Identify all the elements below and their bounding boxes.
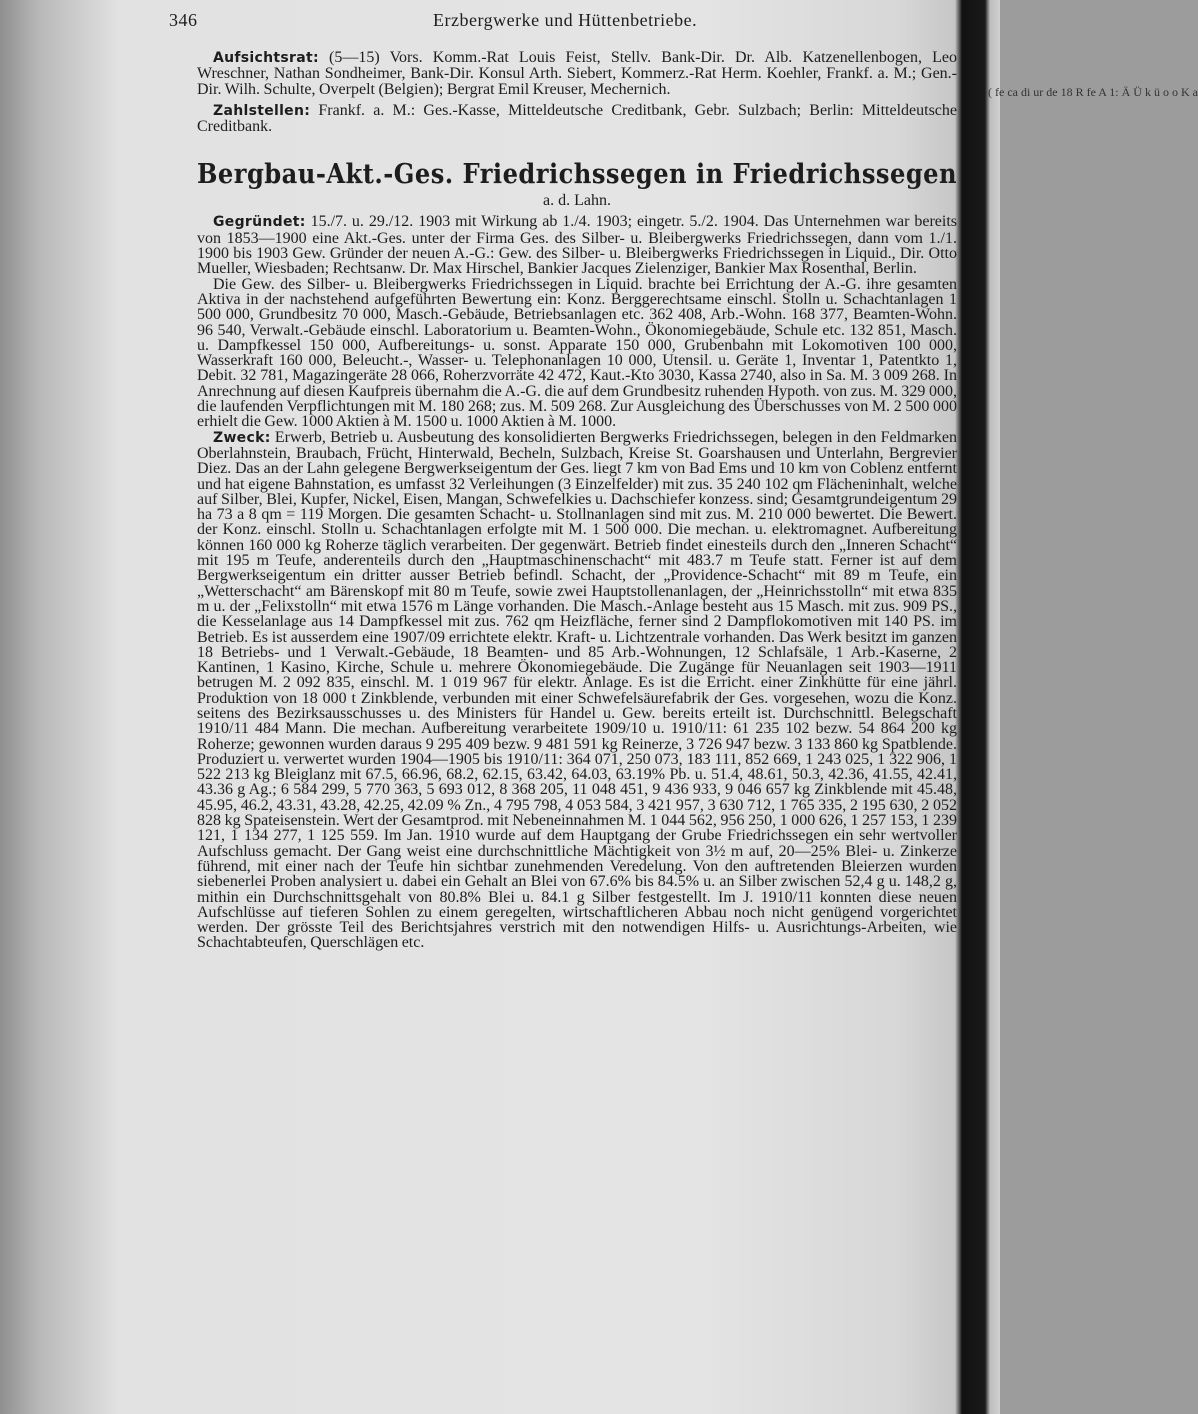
aufsichtsrat-text: (5—15) Vors. Komm.-Rat Louis Feist, Stellv. Bank-Dir. Dr. Alb. Katzenellenbogen, Leo Wreschner, Nathan Sondheimer, Bank-Dir. Konsul Arth. Siebert, Kommerz.-Rat Herm. Koehler, Frankf. a. M.; Gen.-Dir. Wilh. Schulte, Overpelt (Belgien); Bergrat Emil Kreuser, Mechernich. bbox=[197, 49, 957, 98]
zweck-text: Erwerb, Betrieb u. Ausbeutung des konsolidierten Bergwerks Friedrichssegen, belegen in den Feldmarken Oberlahnstein, Braubach, Frücht, Hinterwald, Becheln, Sulzbach, Kreise St. Goarshausen und Unterlahn, Bergrevier Diez. Das an der Lahn gelegene Bergwerkseigentum der Ges. liegt 7 km von Bad Ems und 10 km von Coblenz entfernt und hat eigene Bahnstation, es umfasst 32 Verleihungen (3 Einzelfelder) mit zus. 35 240 102 qm Flächeninhalt, welche auf Silber, Blei, Kupfer, Nickel, Eisen, Mangan, Schwefelkies u. Dachschiefer konzess. sind; Gesamtgrundeigentum 29 ha 73 a 8 qm = 119 Morgen. Die gesamten Schacht- u. Stollnanlagen sind mit zus. M. 210 000 bewertet. Die Bewert. der Konz. einschl. Stolln u. Schachtanlagen erfolgte mit M. 1 500 000. Die mechan. u. elektromagnet. Aufbereitung können 160 000 kg Roherze täglich verarbeiten. Der gegenwärt. Betrieb findet einesteils durch den „Inneren Schacht“ mit 195 m Teufe, anderenteils durch den „Hauptmaschinenschacht“ mit 483.7 m Teufe statt. Ferner ist auf dem Bergwerkseigentum ein dritter ausser Betrieb befindl. Schacht, der „Providence-Schacht“ mit 89 m Teufe, ein „Wetterschacht“ am Bärenskopf mit 80 m Teufe, sowie zwei Hauptstollenanlagen, der „Heinrichsstolln“ mit etwa 835 m u. der „Felixstolln“ mit etwa 1576 m Länge vorhanden. Die Masch.-Anlage besteht aus 15 Masch. mit zus. 909 PS., die Kesselanlage aus 14 Dampfkessel mit zus. 762 qm Heizfläche, ferner sind 2 Dampflokomotiven mit 140 PS. im Betrieb. Es ist ausserdem eine 1907/09 errichtete elektr. Kraft- u. Lichtzentrale vorhanden. Das Werk besitzt im ganzen 18 Betriebs- und 1 Verwalt.-Gebäude, 18 Beamten- und 85 Arb.-Wohnungen, 12 Schlafsäle, 1 Arb.-Kaserne, 2 Kantinen, 1 Kasino, Kirche, Schule u. mehrere Ökonomiegebäude. Die Zugänge für Neuanlagen seit 1903—1911 betrugen M. 2 092 835, einschl. M. 1 019 967 für elektr. Anlage. Es ist die Erricht. einer Zinkhütte für eine jährl. Produktion von 18 000 t Zinkblende, verbunden mit einer Schwefelsäurefabrik der Ges. vorgesehen, wozu die Konz. seitens des Bezirksausschusses u. des Ministers für Handel u. Gew. bereits erteilt ist. Durchschnittl. Belegschaft 1910/11 484 Mann. Die mechan. Aufbereitung verarbeitete 1909/10 u. 1910/11: 61 235 102 bezw. 54 864 200 kg Roherze; gewonnen wurden daraus 9 295 409 bezw. 9 481 591 kg Reinerze, 3 726 947 bezw. 3 133 860 kg Spatblende. Produziert u. verwertet wurden 1904—1905 bis 1910/11: 364 071, 250 073, 183 111, 852 669, 1 243 025, 1 322 906, 1 522 213 kg Bleiglanz mit 67.5, 66.96, 68.2, 62.15, 63.42, 64.03, 63.19% Pb. u. 51.4, 48.61, 50.3, 42.36, 41.55, 42.41, 43.36 g Ag.; 6 584 299, 5 770 363, 5 693 012, 8 368 205, 11 048 451, 9 436 933, 9 046 657 kg Zinkblende mit 45.48, 45.95, 46.2, 43.31, 43.28, 42.25, 42.09 % Zn., 4 795 798, 4 053 584, 3 421 957, 3 630 712, 1 765 335, 2 195 630, 2 052 828 kg Spateisenstein. Wert der Gesamtprod. mit Nebeneinnahmen M. 1 044 562, 956 250, 1 000 626, 1 257 153, 1 239 121, 1 134 277, 1 125 559. Im Jan. 1910 wurde auf dem Hauptgang der Grube Friedrichssegen ein sehr wertvoller Aufschluss gemacht. Der Gang weist eine durchschnittliche Mächtigkeit von 3½ m auf, 20—25% Blei- u. Zinkerze führend, mit einer nach der Teufe hin sichtbar zunehmenden Veredelung. Von den auftretenden Bleierzen wurden siebenerlei Proben analysiert u. dabei ein Gehalt an Blei von 67.6% bis 84.5% u. an Silber zwischen 52,4 g u. 148,2 g, mithin ein Durchschnittsgehalt von 80.8% Blei u. 84.1 g Silber festgestellt. Im J. 1910/11 konnten diese neuen Aufschlüsse auf tieferen Sohlen zu einem geregelten, wirtschaftlicheren Abbau noch nicht genügend vorgerichtet werden. Der grösste Teil des Berichtsjahres verstrich mit den notwendigen Hilfs- u. Ausrichtungs-Arbeiten, wie Schachtabteufen, Querschlägen etc. bbox=[197, 428, 958, 952]
aufsichtsrat-paragraph bbox=[197, 50, 957, 97]
page-number: 346 bbox=[169, 10, 198, 30]
company-title: Bergbau-Akt.-Ges. Friedrichssegen in Friedrichssegen bbox=[197, 159, 958, 191]
facing-page-edge-text: ( fe ca di ur de 18 R fe A 1: Ä Ü k ü o o K a bbox=[988, 85, 1198, 99]
gegruendet-paragraph bbox=[197, 214, 957, 276]
gegruendet-label: Gegründet: bbox=[213, 214, 306, 231]
running-title: Erzbergwerke und Hüttenbetriebe. bbox=[433, 10, 698, 30]
gewerkschaft-paragraph: Die Gew. des Silber- u. Bleibergwerks Friedrichssegen in Liquid. brachte bei Errichtung der A.-G. ihre gesamten Aktiva in der nachstehend aufgeführten Bewertung ein: Konz. Berggerechtsame einschl. Stolln u. Schachtanlagen 1 500 000, Grundbesitz 70 000, Masch.-Gebäude, Betriebsanlagen etc. 362 408, Arb.-Wohn. 168 377, Beamten-Wohn. 96 540, Verwalt.-Gebäude einschl. Laboratorium u. Beamten-Wohn., Ökonomiegebäude, Schule etc. 132 851, Masch. u. Dampfkessel 150 000, Aufbereitungs- u. sonst. Apparate 150 000, Grubenbahn mit Lokomotiven 100 000, Wasserkraft 160 000, Beleucht.-, Wasser- u. Telephonanlagen 10 000, Utensil. u. Geräte 1, Inventar 1, Patentkto 1, Debit. 32 781, Magazingeräte 28 066, Roherzvorräte 42 472, Kaut.-Kto 3030, Kassa 2740, also in Sa. M. 3 009 268. In Anrechnung auf diesen Kaufpreis übernahm die A.-G. die auf dem Grundbesitz ruhenden Hypoth. von zus. M. 329 000, die laufenden Verpflichtungen mit M. 180 268; zus. M. 509 268. Zur Ausgleichung des Überschusses von M. 2 500 000 erhielt die Gew. 1000 Aktien à M. 1500 u. 1000 Aktien à M. 1000. bbox=[197, 275, 957, 431]
aufsichtsrat-label: Aufsichtsrat: bbox=[213, 50, 319, 66]
zweck-label: Zweck: bbox=[213, 429, 271, 446]
book-page bbox=[169, 10, 958, 1414]
zahlstellen-paragraph bbox=[197, 103, 957, 135]
zahlstellen-text: Frankf. a. M.: Ges.-Kasse, Mitteldeutsche Creditbank, Gebr. Sulzbach; Berlin: Mitteldeutsche Creditbank. bbox=[197, 101, 958, 136]
company-subtitle: a. d. Lahn. bbox=[543, 192, 611, 210]
running-header bbox=[169, 10, 957, 50]
zweck-paragraph bbox=[197, 430, 957, 951]
gegruendet-text: 15./7. u. 29./12. 1903 mit Wirkung ab 1./4. 1903; eingetr. 5./2. 1904. Das Unternehmen war bereits von 1853—1900 eine Akt.-Ges. unter der Firma Ges. des Silber- u. Bleibergwerks Friedrichssegen, dann vom 1./1. 1900 bis 1903 Gew. Gründer der neuen A.-G.: Gew. des Silber- u. Bleibergwerks Friedrichssegen in Liquid., Dir. Otto Mueller, Wiesbaden; Rechtsanw. Dr. Max Hirschel, Bankier Jacques Zielenziger, Bankier Max Rosenthal, Berlin. bbox=[197, 213, 958, 278]
zahlstellen-label: Zahlstellen: bbox=[213, 102, 311, 119]
